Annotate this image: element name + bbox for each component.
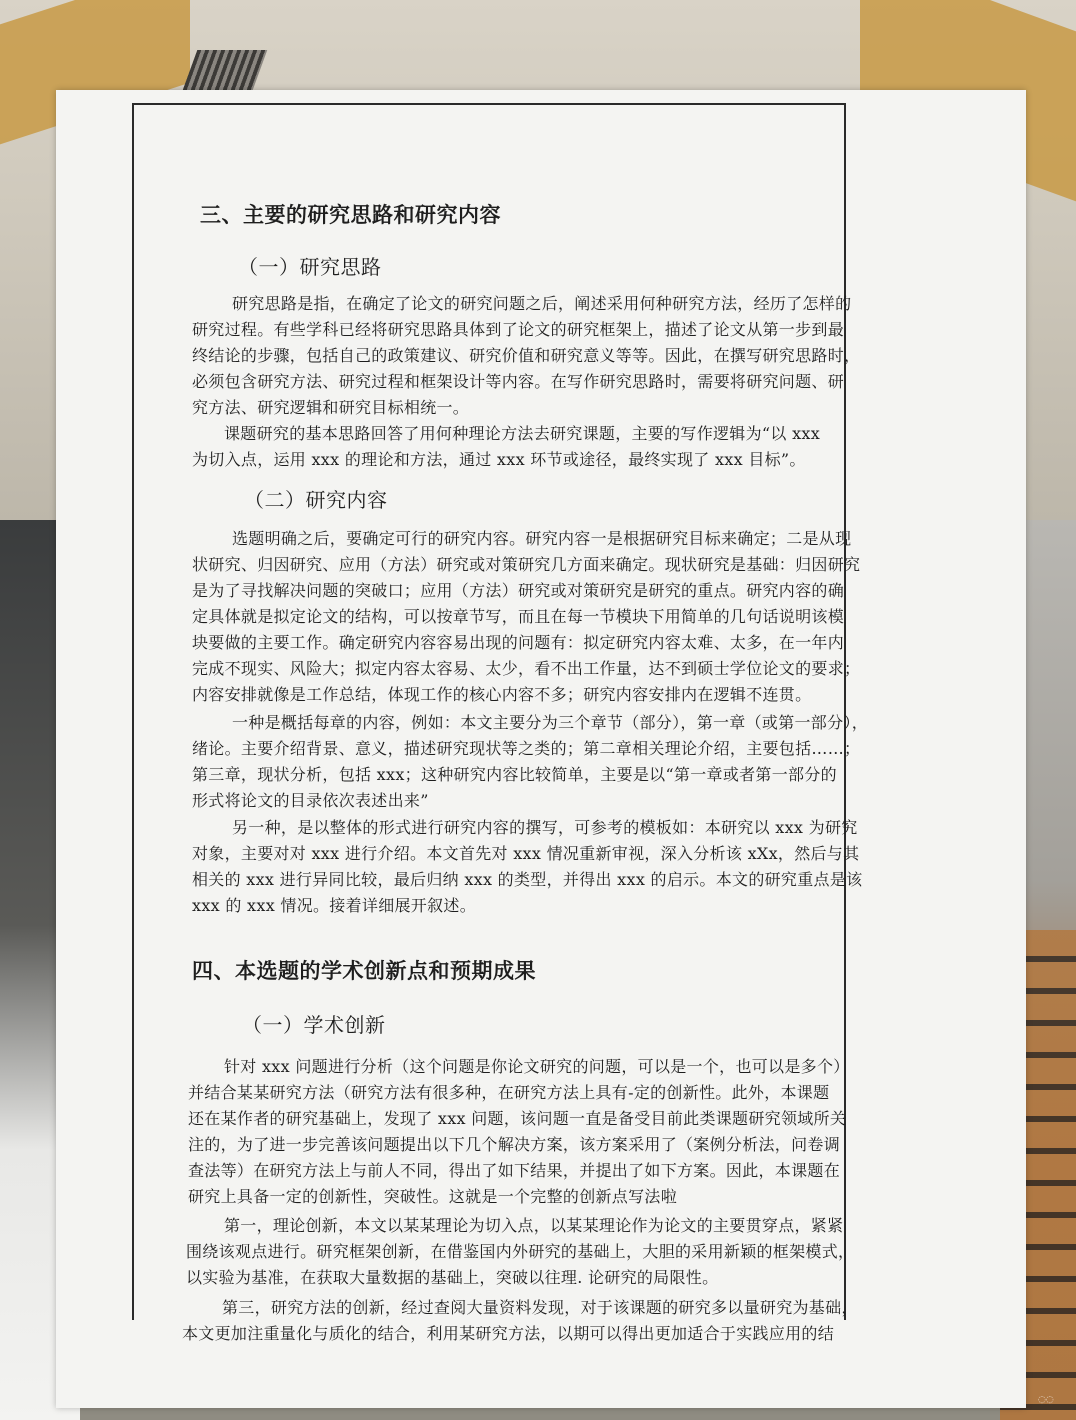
section-4-sub-1-heading: （一）学术创新 <box>242 1013 386 1037</box>
section-4-sub-1-paragraph-1 <box>188 1054 888 1210</box>
section-3-sub-1-paragraph-1 <box>192 291 892 421</box>
section-3-heading: 三、主要的研究思路和研究内容 <box>200 203 501 227</box>
text-line: 本文更加注重量化与质化的结合，利用某研究方法，以期可以得出更加适合于实践应用的结 <box>182 1324 835 1343</box>
section-3-sub-1-paragraph-2 <box>192 421 892 473</box>
text-line: 相关的 xxx 进行异同比较，最后归纳 xxx 的类型，并得出 xxx 的启示。本文的研究重点是该 <box>192 870 863 889</box>
text-line: 研究上具备一定的创新性，突破性。这就是一个完整的创新点写法啦 <box>188 1187 678 1206</box>
text-line: 选题明确之后，要确定可行的研究内容。研究内容一是根据研究目标来确定；二是从现 <box>232 529 852 548</box>
text-line: 第三章，现状分析，包括 xxx；这种研究内容比较简单，主要是以“第一章或者第一部分的 <box>192 765 837 784</box>
text-line: 查法等）在研究方法上与前人不同，得出了如下结果，并提出了如下方案。因此，本课题在 <box>188 1161 841 1180</box>
section-3-sub-2-heading: （二）研究内容 <box>244 488 388 512</box>
text-line: 终结论的步骤，包括自己的政策建议、研究价值和研究意义等等。因此，在撰写研究思路时， <box>192 346 861 365</box>
text-line: 对象，主要对对 xxx 进行介绍。本文首先对 xxx 情况重新审视，深入分析该 xXx，然后与其 <box>192 844 860 863</box>
text-line: 形式将论文的目录依次表述出来” <box>192 791 429 810</box>
text-line: 究方法、研究逻辑和研究目标相统一。 <box>192 398 470 417</box>
text-line: 绪论。主要介绍背景、意义，描述研究现状等之类的；第二章相关理论介绍，主要包括……； <box>192 739 861 758</box>
text-line: 针对 xxx 问题进行分析（这个问题是你论文研究的问题，可以是一个，也可以是多个） <box>224 1057 850 1076</box>
text-line: 注的，为了进一步完善该问题提出以下几个解决方案，该方案采用了（案例分析法，问卷调 <box>188 1135 841 1154</box>
section-3-sub-2-paragraph-3 <box>192 815 892 919</box>
air-vent <box>183 50 268 90</box>
text-line: 完成不现实、风险大；拟定内容太容易、太少，看不出工作量，达不到硕士学位论文的要求； <box>192 659 861 678</box>
section-3-sub-2-paragraph-2 <box>192 710 892 814</box>
text-line: 还在某作者的研究基础上，发现了 xxx 问题，该问题一直是备受目前此类课题研究领域所关 <box>188 1109 847 1128</box>
section-4-sub-1-paragraph-2 <box>186 1213 886 1291</box>
text-line: 一种是概括每章的内容，例如：本文主要分为三个章节（部分），第一章（或第一部分）， <box>232 713 869 732</box>
text-line: xxx 的 xxx 情况。接着详细展开叙述。 <box>192 896 476 915</box>
section-4-sub-1-paragraph-3 <box>182 1295 882 1347</box>
text-line: 状研究、归因研究、应用（方法）研究或对策研究几方面来确定。现状研究是基础：归因研究 <box>192 555 861 574</box>
text-line: 第一，理论创新，本文以某某理论为切入点，以某某理论作为论文的主要贯穿点，紧紧 <box>224 1216 844 1235</box>
text-line: 以实验为基准，在获取大量数据的基础上，突破以往理. 论研究的局限性。 <box>186 1268 719 1287</box>
section-4-heading: 四、本选题的学术创新点和预期成果 <box>192 959 536 983</box>
text-line: 研究过程。有些学科已经将研究思路具体到了论文的研究框架上，描述了论文从第一步到最 <box>192 320 845 339</box>
text-line: 另一种，是以整体的形式进行研究内容的撰写，可参考的模板如：本研究以 xxx 为研究 <box>232 818 858 837</box>
text-line: 研究思路是指，在确定了论文的研究问题之后，阐述采用何种研究方法，经历了怎样的 <box>232 294 852 313</box>
text-line: 为切入点，运用 xxx 的理论和方法，通过 xxx 环节或途径，最终实现了 xxx 目标”。 <box>192 450 806 469</box>
text-line: 并结合某某研究方法（研究方法有很多种，在研究方法上具有-定的创新性。此外，本课题 <box>188 1083 830 1102</box>
text-line: 定具体就是拟定论文的结构，可以按章节写，而且在每一节模块下用简单的几句话说明该模 <box>192 607 845 626</box>
text-line: 围绕该观点进行。研究框架创新，在借鉴国内外研究的基础上，大胆的采用新颖的框架模式， <box>186 1242 855 1261</box>
section-3-sub-2-paragraph-1 <box>192 526 892 708</box>
text-line: 课题研究的基本思路回答了用何种理论方法去研究课题，主要的写作逻辑为“以 xxx <box>224 424 821 443</box>
text-line: 内容安排就像是工作总结，体现工作的核心内容不多；研究内容安排内在逻辑不连贯。 <box>192 685 812 704</box>
text-line: 是为了寻找解决问题的突破口；应用（方法）研究或对策研究是研究的重点。研究内容的确 <box>192 581 845 600</box>
text-line: 必须包含研究方法、研究过程和框架设计等内容。在写作研究思路时，需要将研究问题、研 <box>192 372 845 391</box>
watermark-logo: ◌◌ <box>1038 1395 1054 1405</box>
text-line: 块要做的主要工作。确定研究内容容易出现的问题有：拟定研究内容太难、太多，在一年内 <box>192 633 845 652</box>
text-line: 第三，研究方法的创新，经过查阅大量资料发现，对于该课题的研究多以量研究为基础， <box>222 1298 858 1317</box>
section-3-sub-1-heading: （一）研究思路 <box>238 255 382 279</box>
